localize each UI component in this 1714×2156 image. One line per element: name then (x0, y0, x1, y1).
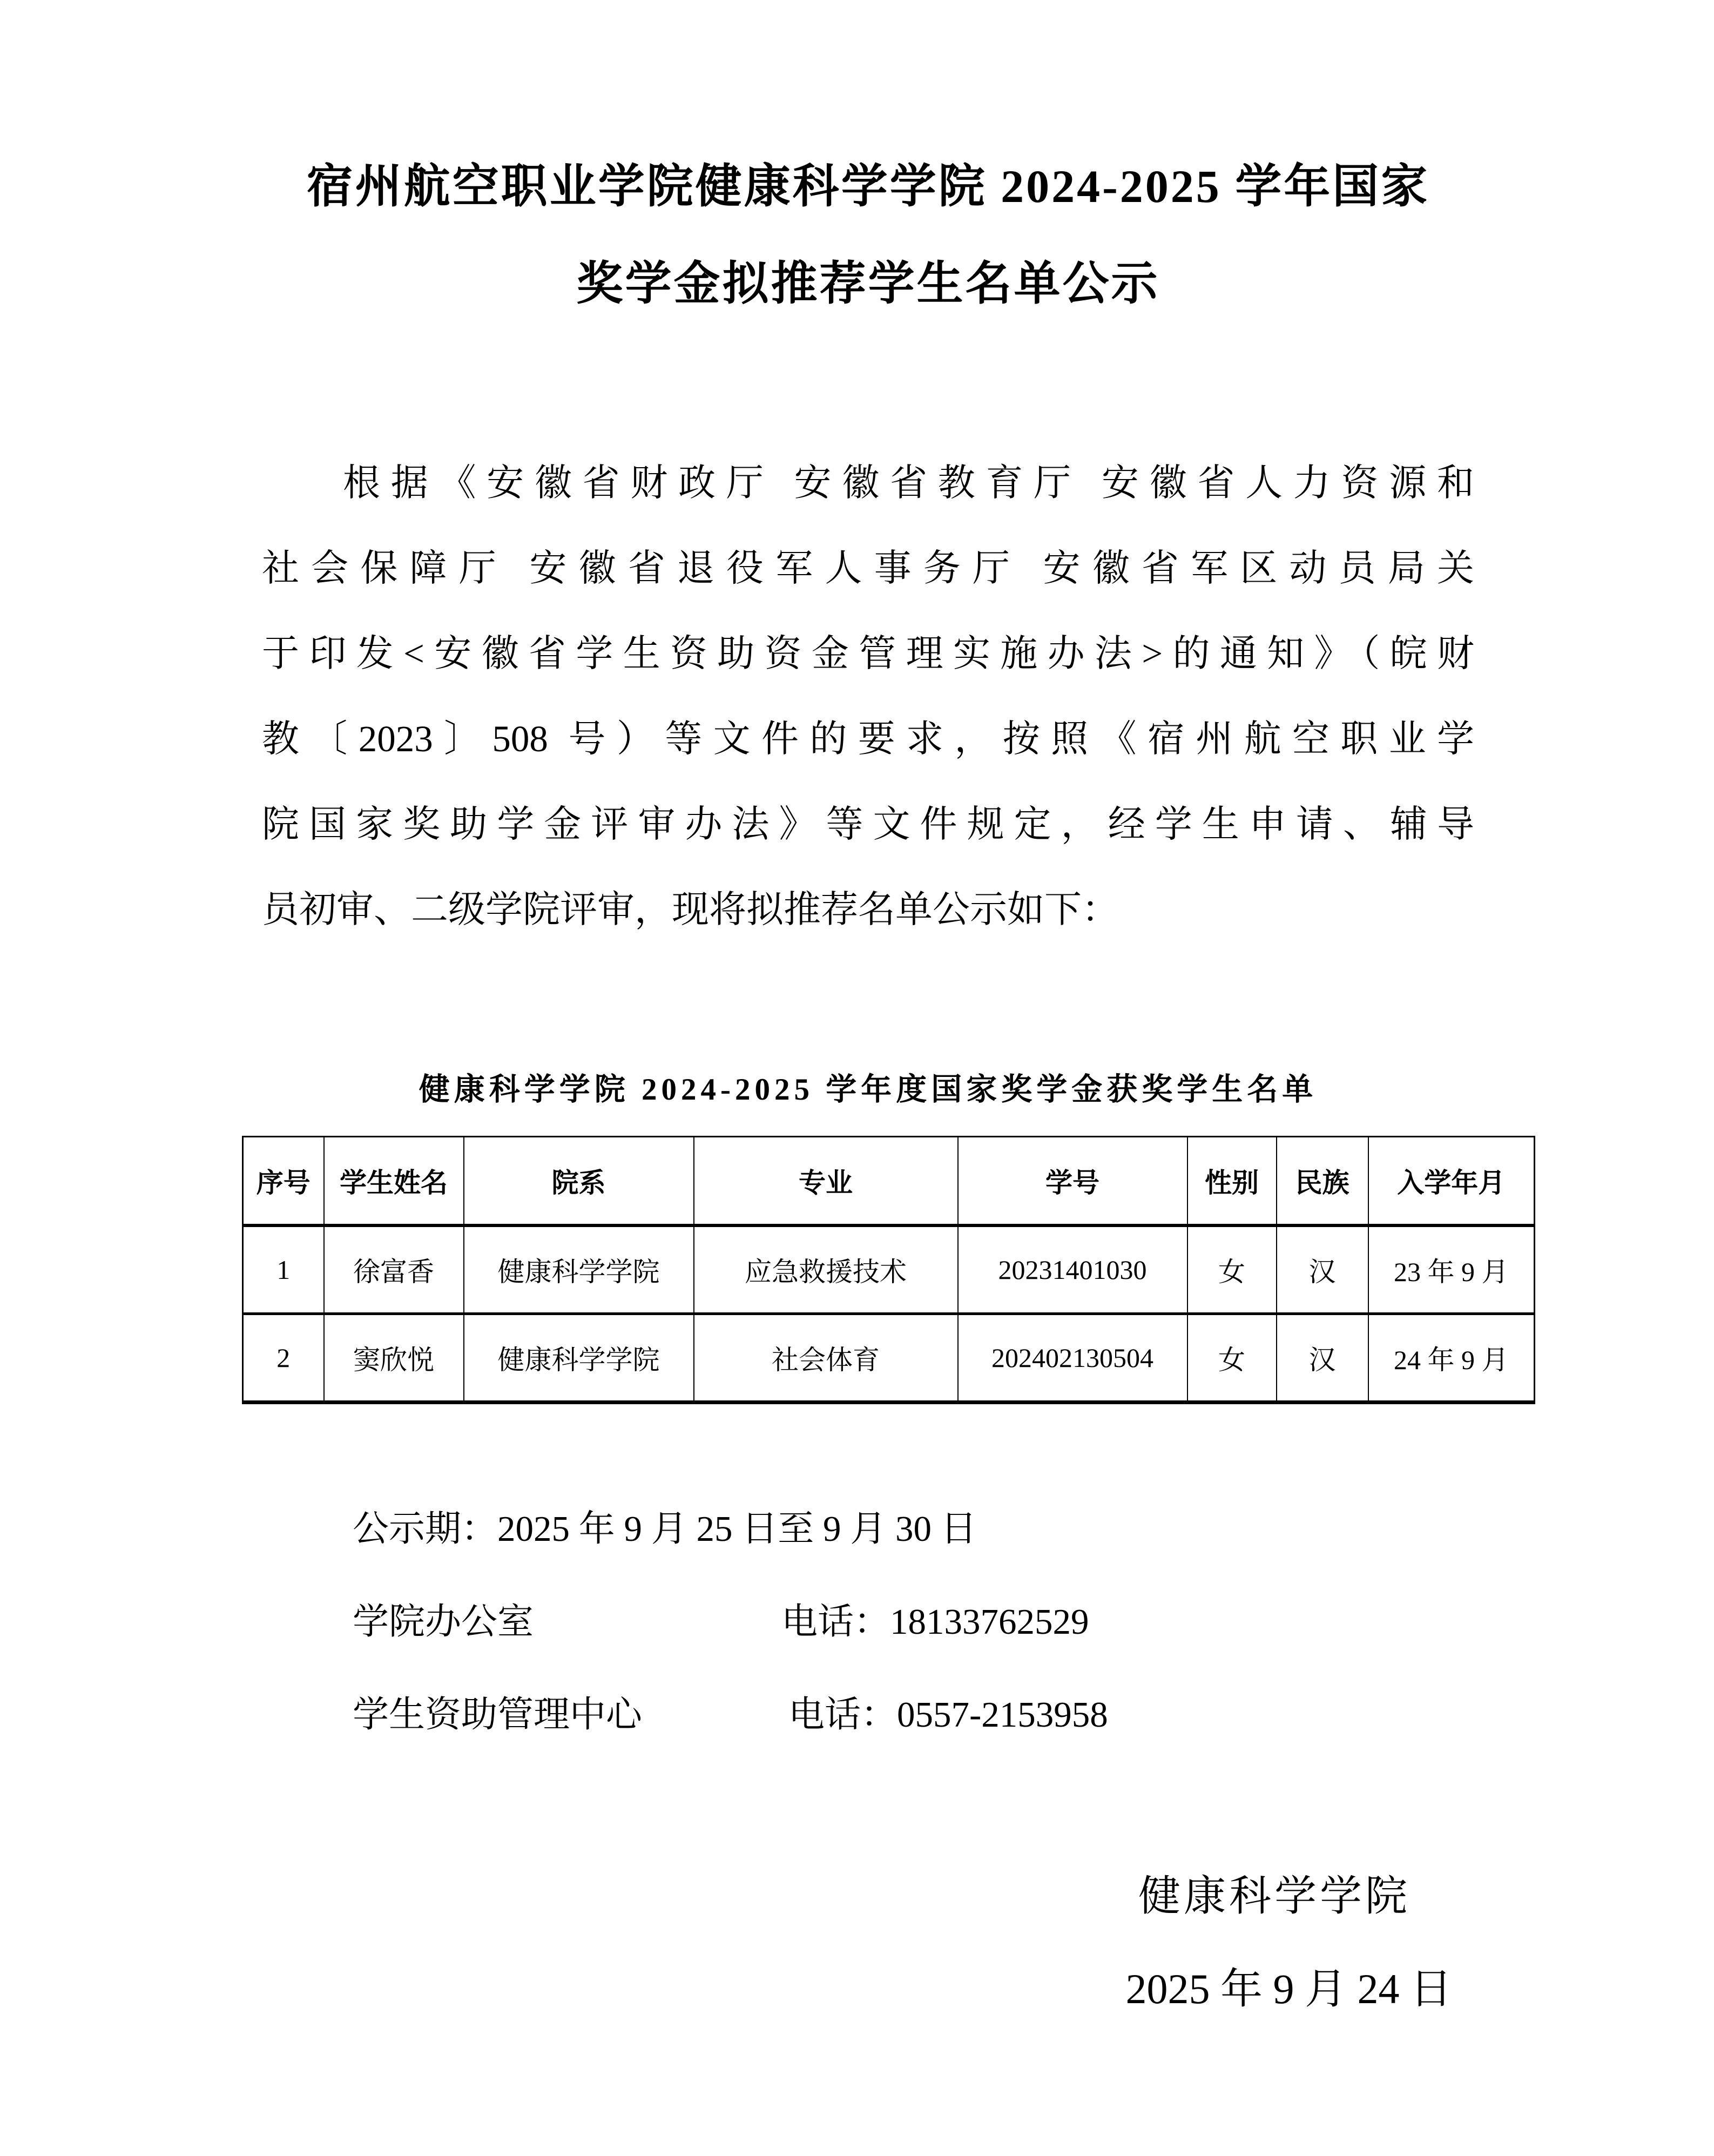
paragraph-line: 员初审、二级学院评审，现将拟推荐名单公示如下： (262, 889, 1119, 930)
aid-center-label: 学生资助管理中心 (353, 1695, 642, 1735)
column-header-major: 专业 (694, 1137, 958, 1225)
office-contact-line (353, 1575, 1474, 1668)
column-header-student-id: 学号 (958, 1137, 1187, 1225)
signature-date: 2025 年 9 月 24 日 (1125, 1965, 1452, 2012)
column-header-department: 院系 (464, 1137, 694, 1225)
aid-center-phone: 电话：0557-2153958 (788, 1695, 1108, 1735)
signature-department: 健康科学学院 (1138, 1872, 1411, 1919)
cell-ethnicity: 汉 (1277, 1225, 1368, 1314)
paragraph-line: 于印发<安徽省学生资助资金管理实施办法>的通知》（皖财 (262, 633, 1474, 674)
cell-ethnicity: 汉 (1277, 1314, 1368, 1403)
cell-seq: 2 (243, 1314, 324, 1403)
scholarship-roster-table (242, 1136, 1535, 1404)
document-title-line-2: 奖学金拟推荐学生名单公示 (576, 258, 1160, 309)
column-header-seq: 序号 (243, 1137, 324, 1225)
body-paragraph (262, 440, 1474, 952)
column-header-enrollment: 入学年月 (1368, 1137, 1535, 1225)
column-header-gender: 性别 (1187, 1137, 1277, 1225)
aid-center-contact-line (353, 1668, 1474, 1761)
contact-block (353, 1483, 1474, 1761)
publicity-period-text: 公示期：2025 年 9 月 25 日至 9 月 30 日 (353, 1509, 977, 1549)
document-title-line-1: 宿州航空职业学院健康科学学院 2024-2025 学年国家 (306, 160, 1430, 212)
table-header-row (243, 1137, 1535, 1225)
paragraph-line: 根据《安徽省财政厅 安徽省教育厅 安徽省人力资源和 (343, 462, 1474, 503)
cell-student-id: 20231401030 (958, 1225, 1187, 1314)
column-header-ethnicity: 民族 (1277, 1137, 1368, 1225)
table-caption: 健康科学学院 2024-2025 学年度国家奖学金获奖学生名单 (419, 1073, 1318, 1107)
table-row (243, 1314, 1535, 1403)
column-header-name: 学生姓名 (324, 1137, 464, 1225)
publicity-period-line (353, 1483, 1474, 1575)
cell-major: 社会体育 (694, 1314, 958, 1403)
cell-department: 健康科学学院 (464, 1314, 694, 1403)
cell-name: 窦欣悦 (324, 1314, 464, 1403)
cell-enrollment: 24 年 9 月 (1368, 1314, 1535, 1403)
cell-student-id: 202402130504 (958, 1314, 1187, 1403)
cell-department: 健康科学学院 (464, 1225, 694, 1314)
office-label: 学院办公室 (353, 1602, 534, 1642)
cell-gender: 女 (1187, 1314, 1277, 1403)
document-title (262, 138, 1474, 332)
cell-enrollment: 23 年 9 月 (1368, 1225, 1535, 1314)
cell-seq: 1 (243, 1225, 324, 1314)
paragraph-line: 院国家奖助学金评审办法》等文件规定，经学生申请、辅导 (262, 804, 1474, 845)
office-phone: 电话：18133762529 (781, 1602, 1089, 1642)
cell-gender: 女 (1187, 1225, 1277, 1314)
cell-name: 徐富香 (324, 1225, 464, 1314)
paragraph-line: 社会保障厅 安徽省退役军人事务厅 安徽省军区动员局关 (262, 548, 1474, 589)
paragraph-line: 教〔2023〕508 号）等文件的要求，按照《宿州航空职业学 (262, 718, 1474, 759)
cell-major: 应急救援技术 (694, 1225, 958, 1314)
table-row (243, 1225, 1535, 1314)
